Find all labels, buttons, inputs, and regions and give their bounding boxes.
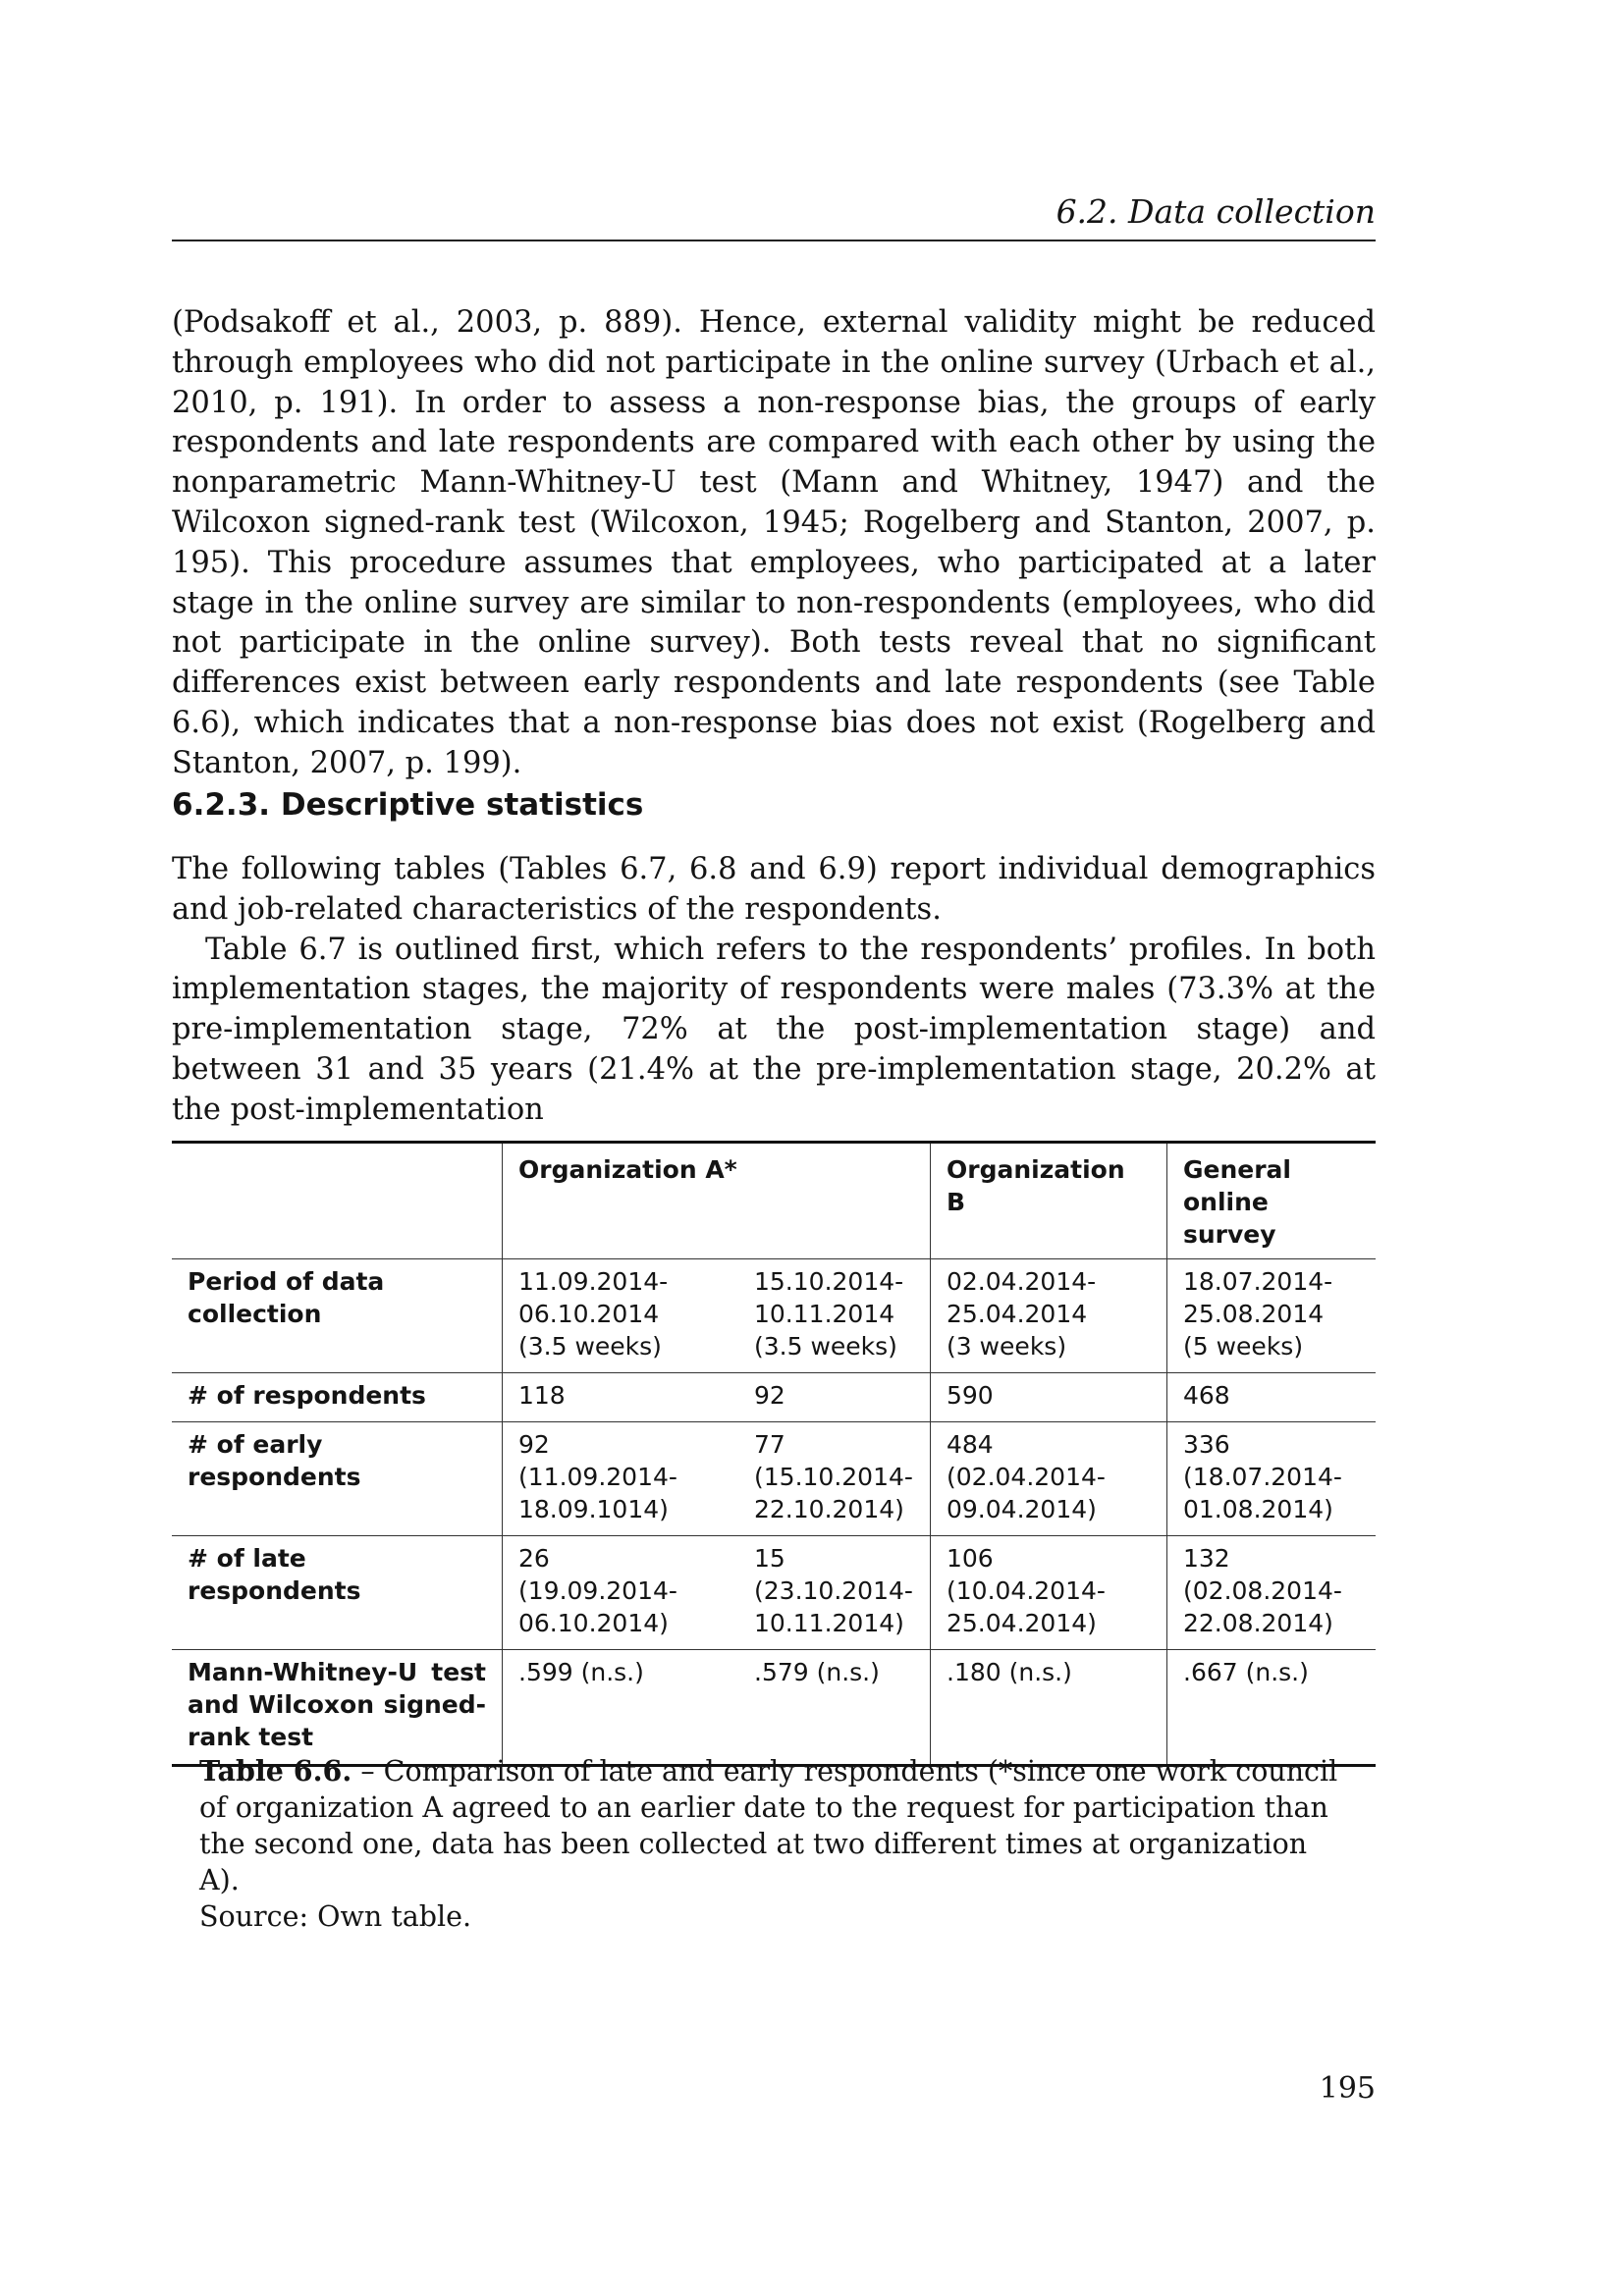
cell-org-b	[931, 1536, 1167, 1650]
caption-label: Table 6.6.	[199, 1754, 352, 1788]
cell-line: 484	[947, 1430, 994, 1459]
cell-general	[1167, 1422, 1377, 1536]
header-organization-a: Organization A*	[503, 1143, 931, 1259]
cell-line: 590	[947, 1381, 994, 1410]
cell-org-a-first	[503, 1259, 739, 1373]
cell-org-a-second	[738, 1259, 931, 1373]
header-organization-b: Organization B	[931, 1143, 1167, 1259]
cell-line: 15	[754, 1544, 785, 1573]
cell-org-a-first	[503, 1422, 739, 1536]
header-empty-cell	[172, 1143, 503, 1259]
cell-org-b	[931, 1373, 1167, 1422]
cell-line: 118	[518, 1381, 566, 1410]
cell-general	[1167, 1259, 1377, 1373]
cell-line: (15.10.2014-	[754, 1463, 913, 1491]
cell-line: 18.09.1014)	[518, 1495, 669, 1523]
cell-line: 18.07.2014-	[1183, 1267, 1333, 1296]
cell-line: .667 (n.s.)	[1183, 1658, 1309, 1686]
table-row	[172, 1650, 1376, 1766]
table-row	[172, 1259, 1376, 1373]
cell-line: 132	[1183, 1544, 1230, 1573]
running-head: 6.2. Data collection	[172, 192, 1376, 241]
cell-org-a-second	[738, 1422, 931, 1536]
cell-line: 25.08.2014	[1183, 1300, 1325, 1328]
cell-line: 468	[1183, 1381, 1230, 1410]
paragraph-nonresponse-bias: (Podsakoff et al., 2003, p. 889). Hence, external validity might be reduced through employees who did not participate in the online survey (Urbach et al., 2010, p. 191). In order to assess a non-response bias, the groups of early respondents and late respondents are compared with each other by using the nonparametric Mann-Whitney-U test (Mann and Whitney, 1947) and the Wilcoxon signed-rank test (Wilcoxon, 1945; Rogelberg and Stanton, 2007, p. 195). This procedure assumes that employees, who participated at a later stage in the online survey are similar to non-respondents (employees, who did not participate in the online survey). Both tests reveal that no significant differences exist between early respondents and late respondents (see Table 6.6), which indicates that a non-response bias does not exist (Rogelberg and Stanton, 2007, p. 199).	[172, 305, 1376, 780]
cell-line: 77	[754, 1430, 785, 1459]
row-label: # of respondents	[188, 1381, 426, 1410]
cell-line: (3.5 weeks)	[754, 1332, 897, 1361]
paragraph-respondent-profiles: Table 6.7 is outlined first, which refers to the respondents’ profiles. In both implementation stages, the majority of respondents were males (73.3% at the pre-implementation stage, 72% at the post-implementation stage) and between 31 and 35 years (21.4% at the pre-implementation stage, 20.2% at the post-implementation	[172, 932, 1376, 1127]
caption-text: – Comparison of late and early respondents (*since one work council of organization A agreed to an earlier date to the request for participation than the second one, data has been collected at two different times at organization A).	[199, 1755, 1338, 1896]
header-general-online-survey: General online survey	[1167, 1143, 1377, 1259]
cell-org-a-first	[503, 1650, 739, 1766]
cell-org-b	[931, 1259, 1167, 1373]
cell-org-a-second	[738, 1650, 931, 1766]
cell-line: 92	[754, 1381, 785, 1410]
cell-line: 06.10.2014)	[518, 1609, 669, 1637]
cell-line: (02.04.2014-	[947, 1463, 1106, 1491]
cell-line: (19.09.2014-	[518, 1576, 677, 1605]
cell-line: (02.08.2014-	[1183, 1576, 1342, 1605]
cell-line: 02.04.2014-	[947, 1267, 1097, 1296]
cell-line: 25.04.2014	[947, 1300, 1088, 1328]
table-row	[172, 1422, 1376, 1536]
section-heading: 6.2.3. Descriptive statistics	[172, 787, 644, 823]
cell-line: 25.04.2014)	[947, 1609, 1097, 1637]
cell-line: (5 weeks)	[1183, 1332, 1304, 1361]
cell-line: 11.09.2014-	[518, 1267, 669, 1296]
cell-line: 01.08.2014)	[1183, 1495, 1333, 1523]
cell-line: (11.09.2014-	[518, 1463, 677, 1491]
cell-line: (23.10.2014-	[754, 1576, 913, 1605]
row-label: # of early respondents	[188, 1430, 361, 1491]
cell-general	[1167, 1650, 1377, 1766]
table-caption	[199, 1753, 1348, 1935]
cell-org-b	[931, 1422, 1167, 1536]
cell-line: 10.11.2014)	[754, 1609, 904, 1637]
paragraph-tables-intro: The following tables (Tables 6.7, 6.8 and 6.9) report individual demographics and job-related characteristics of the respondents.	[172, 852, 1376, 927]
caption-source: Source: Own table.	[199, 1900, 472, 1933]
row-label: Mann-Whitney-U test and Wilcoxon signed-rank test	[188, 1658, 486, 1751]
cell-org-b	[931, 1650, 1167, 1766]
cell-line: 26	[518, 1544, 550, 1573]
cell-line: .579 (n.s.)	[754, 1658, 880, 1686]
cell-org-a-first	[503, 1536, 739, 1650]
cell-line: (3.5 weeks)	[518, 1332, 662, 1361]
cell-line: 22.08.2014)	[1183, 1609, 1333, 1637]
cell-org-a-first	[503, 1373, 739, 1422]
row-label: # of late respondents	[188, 1544, 361, 1605]
cell-line: 336	[1183, 1430, 1230, 1459]
cell-line: 10.11.2014	[754, 1300, 895, 1328]
cell-line: 15.10.2014-	[754, 1267, 904, 1296]
cell-general	[1167, 1536, 1377, 1650]
cell-general	[1167, 1373, 1377, 1422]
cell-line: .599 (n.s.)	[518, 1658, 644, 1686]
cell-line: (10.04.2014-	[947, 1576, 1106, 1605]
page-number: 195	[1319, 2071, 1376, 2106]
comparison-table	[172, 1141, 1376, 1767]
table-row	[172, 1373, 1376, 1422]
cell-line: 06.10.2014	[518, 1300, 660, 1328]
cell-line: (18.07.2014-	[1183, 1463, 1342, 1491]
cell-line: .180 (n.s.)	[947, 1658, 1072, 1686]
cell-line: (3 weeks)	[947, 1332, 1067, 1361]
cell-line: 106	[947, 1544, 994, 1573]
table-row	[172, 1536, 1376, 1650]
cell-org-a-second	[738, 1536, 931, 1650]
cell-org-a-second	[738, 1373, 931, 1422]
cell-line: 92	[518, 1430, 550, 1459]
paragraph-descriptive-statistics	[172, 850, 1376, 1131]
cell-line: 09.04.2014)	[947, 1495, 1097, 1523]
row-label: Period of data collection	[188, 1267, 385, 1328]
cell-line: 22.10.2014)	[754, 1495, 904, 1523]
table-header-row	[172, 1143, 1376, 1259]
